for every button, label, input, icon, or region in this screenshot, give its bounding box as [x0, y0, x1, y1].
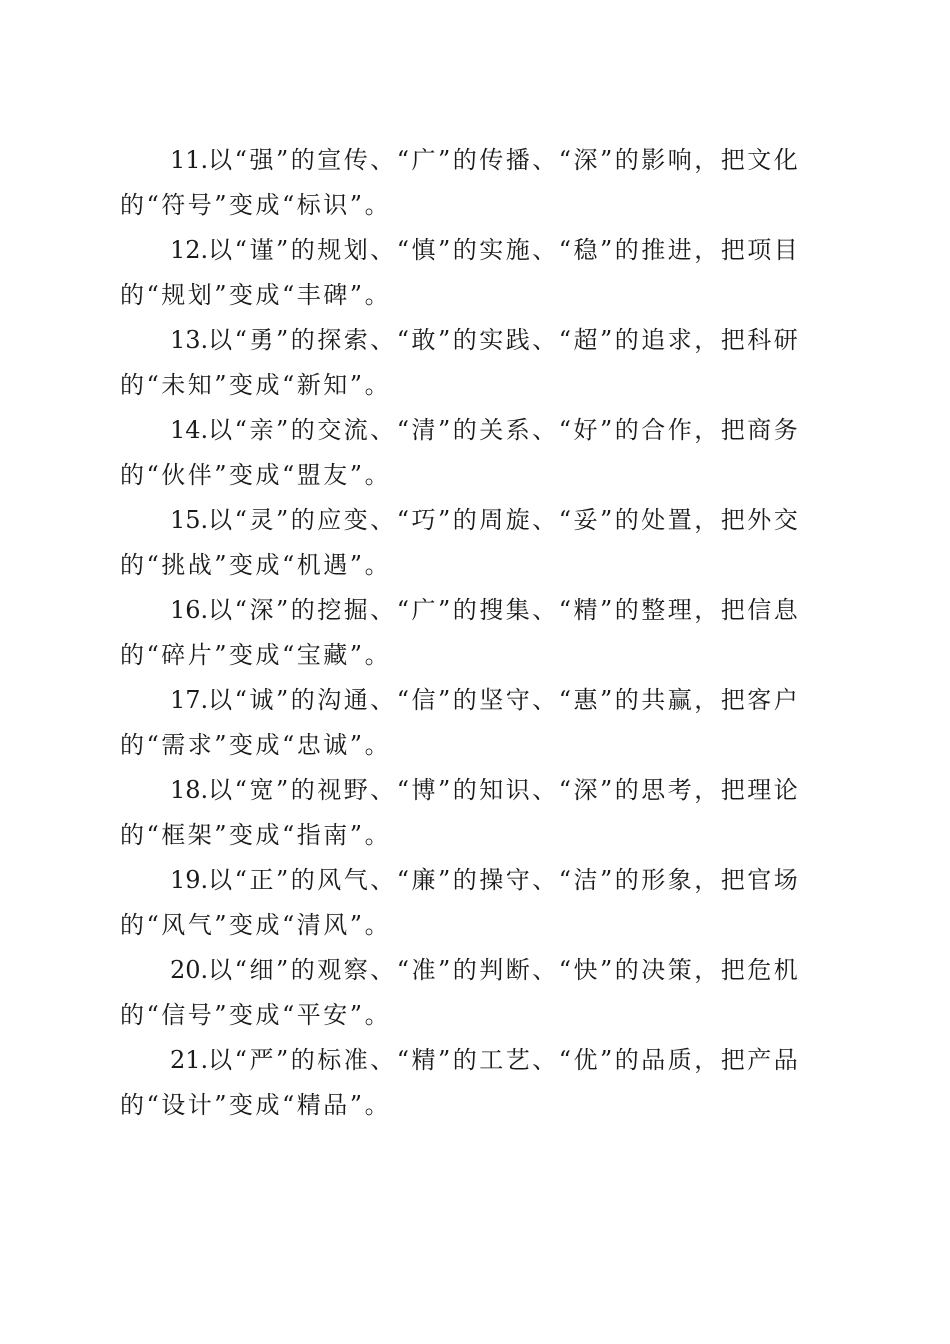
item-number: 17.: [170, 686, 209, 714]
list-item: [120, 138, 822, 228]
item-text: 以“细”的观察、“准”的判断、“快”的决策，把危机的“信号”变成“平安”。: [120, 956, 801, 1029]
list-item: [120, 318, 822, 408]
list-item: [120, 498, 822, 588]
list-item: [120, 948, 822, 1038]
item-number: 12.: [170, 236, 209, 264]
item-number: 19.: [170, 866, 209, 894]
item-number: 14.: [170, 416, 209, 444]
item-text: 以“深”的挖掘、“广”的搜集、“精”的整理，把信息的“碎片”变成“宝藏”。: [120, 596, 801, 669]
list-item: [120, 1038, 822, 1128]
list-item: [120, 678, 822, 768]
item-number: 21.: [170, 1046, 209, 1074]
item-text: 以“诚”的沟通、“信”的坚守、“惠”的共赢，把客户的“需求”变成“忠诚”。: [120, 686, 801, 759]
item-text: 以“严”的标准、“精”的工艺、“优”的品质，把产品的“设计”变成“精品”。: [120, 1046, 801, 1119]
item-number: 15.: [170, 506, 209, 534]
item-text: 以“亲”的交流、“清”的关系、“好”的合作，把商务的“伙伴”变成“盟友”。: [120, 416, 801, 489]
item-number: 11.: [170, 146, 209, 174]
list-item: [120, 768, 822, 858]
list-item: [120, 858, 822, 948]
list-item: [120, 588, 822, 678]
list-item: [120, 228, 822, 318]
item-number: 20.: [170, 956, 209, 984]
list-item: [120, 408, 822, 498]
item-text: 以“谨”的规划、“慎”的实施、“稳”的推进，把项目的“规划”变成“丰碑”。: [120, 236, 801, 309]
item-number: 18.: [170, 776, 209, 804]
item-text: 以“灵”的应变、“巧”的周旋、“妥”的处置，把外交的“挑战”变成“机遇”。: [120, 506, 801, 579]
item-text: 以“正”的风气、“廉”的操守、“洁”的形象，把官场的“风气”变成“清风”。: [120, 866, 801, 939]
item-text: 以“强”的宣传、“广”的传播、“深”的影响，把文化的“符号”变成“标识”。: [120, 146, 801, 219]
item-text: 以“勇”的探索、“敢”的实践、“超”的追求，把科研的“未知”变成“新知”。: [120, 326, 801, 399]
item-number: 16.: [170, 596, 209, 624]
item-text: 以“宽”的视野、“博”的知识、“深”的思考，把理论的“框架”变成“指南”。: [120, 776, 801, 849]
item-number: 13.: [170, 326, 209, 354]
document-body: [120, 138, 822, 1128]
